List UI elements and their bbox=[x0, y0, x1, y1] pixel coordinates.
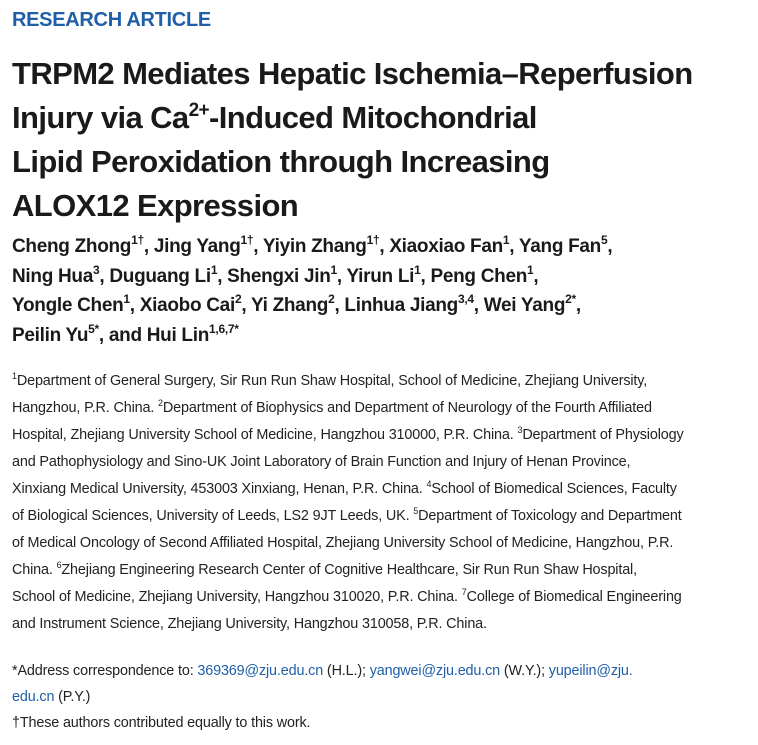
affiliation-line bbox=[12, 395, 748, 422]
title-line-1: TRPM2 Mediates Hepatic Ischemia–Reperfusion bbox=[12, 56, 693, 91]
correspondence-line bbox=[12, 658, 748, 684]
affiliation-text: School of Medicine, Zhejiang University, Hangzhou 310020, P.R. China. bbox=[12, 589, 458, 605]
author-affiliation-marker: 1 bbox=[123, 292, 130, 306]
affiliation-text: Xinxiang Medical University, 453003 Xinxiang, Henan, P.R. China. bbox=[12, 481, 423, 497]
title-text-ca: Injury via Ca bbox=[12, 100, 189, 135]
affiliation-line bbox=[12, 557, 748, 584]
title-line-3: Lipid Peroxidation through Increasing bbox=[12, 144, 550, 179]
affiliation-number: 1 bbox=[12, 371, 17, 381]
author-name: Yiyin Zhang bbox=[262, 236, 367, 257]
correspondence-initials: (W.Y.); bbox=[500, 663, 549, 679]
title-line-4: ALOX12 Expression bbox=[12, 188, 299, 223]
affiliation-line bbox=[12, 530, 748, 557]
author-affiliation-marker: 1 bbox=[502, 233, 510, 247]
affiliation-number: 4 bbox=[426, 479, 432, 489]
author-affiliation-marker: 1,6,7* bbox=[209, 321, 239, 336]
author-affiliation-marker: 1† bbox=[240, 233, 254, 247]
affiliation-number: 2 bbox=[158, 398, 163, 408]
affiliation-text: Department of Biophysics and Department of Neurology of the Fourth Affiliated bbox=[162, 400, 652, 416]
article-header bbox=[12, 6, 748, 736]
author-name: Ning Hua bbox=[12, 265, 93, 287]
email-link-wy[interactable]: yangwei@zju.edu.cn bbox=[369, 663, 501, 679]
affiliation-text: Department of Toxicology and Department bbox=[418, 508, 682, 524]
author-affiliation-marker: 1 bbox=[527, 262, 534, 277]
correspondence-initials: (P.Y.) bbox=[54, 689, 91, 705]
author-name: Xiaoxiao Fan bbox=[389, 236, 503, 257]
affiliation-text: of Biological Sciences, University of Leeds, LS2 9JT Leeds, UK. bbox=[12, 508, 410, 524]
affiliation-line bbox=[12, 422, 748, 449]
affiliation-line bbox=[12, 611, 748, 638]
author-name: Yi Zhang bbox=[250, 295, 329, 316]
affiliation-text: Hospital, Zhejiang University School of Medicine, Hangzhou 310000, P.R. China. bbox=[12, 427, 514, 443]
author-name: Jing Yang bbox=[153, 236, 241, 257]
correspondence-prefix: *Address correspondence to: bbox=[12, 663, 198, 679]
email-link-hl[interactable]: 369369@zju.edu.cn bbox=[197, 663, 324, 679]
author-name: Duguang Li bbox=[109, 265, 211, 287]
affiliation-line bbox=[12, 449, 748, 476]
author-affiliation-marker: 1 bbox=[330, 262, 337, 277]
author-name: Linhua Jiang bbox=[344, 295, 458, 316]
author-name: Yang Fan bbox=[518, 236, 601, 257]
author-affiliation-marker: 1† bbox=[366, 233, 380, 247]
affiliation-line bbox=[12, 368, 748, 395]
affiliation-text: Zhejiang Engineering Research Center of Cognitive Healthcare, Sir Run Run Shaw Hospital, bbox=[61, 562, 637, 578]
affiliation-text: and Pathophysiology and Sino-UK Joint Laboratory of Brain Function and Injury of Henan Province, bbox=[12, 454, 631, 470]
affiliation-text: College of Biomedical Engineering bbox=[466, 589, 682, 605]
affiliations bbox=[12, 368, 748, 638]
footnotes bbox=[12, 658, 748, 736]
author-name: Xiaobo Cai bbox=[139, 295, 235, 316]
author-affiliation-marker: 1 bbox=[414, 262, 421, 277]
author-affiliation-marker: 3 bbox=[93, 262, 100, 277]
affiliation-number: 6 bbox=[56, 560, 62, 570]
affiliation-number: 3 bbox=[517, 425, 523, 435]
author-name: Wei Yang bbox=[483, 295, 566, 316]
author-name: Cheng Zhong bbox=[12, 236, 132, 257]
correspondence-line bbox=[12, 684, 748, 710]
author-affiliation-marker: 2 bbox=[234, 292, 242, 306]
affiliation-text: Department of Physiology bbox=[522, 427, 684, 443]
affiliation-text: Hangzhou, P.R. China. bbox=[12, 400, 155, 416]
affiliation-text: and Instrument Science, Zhejiang University, Hangzhou 310058, P.R. China. bbox=[12, 616, 487, 632]
affiliation-number: 7 bbox=[461, 587, 467, 597]
author-list bbox=[12, 232, 748, 350]
affiliation-line bbox=[12, 503, 748, 530]
author-line: Cheng Zhong$^{1\dagger}$, Jing Yang$^{1\dagger}$, Yiyin Zhang$^{1\dagger}$, Xiaoxiao Fan$^1$, Yang Fan$^5$, bbox=[12, 233, 613, 257]
correspondence-initials: (H.L.); bbox=[323, 663, 370, 679]
author-name: Peng Chen bbox=[430, 265, 528, 287]
equal-contribution-note: †These authors contributed equally to this work. bbox=[12, 715, 311, 731]
author-affiliation-marker: 5* bbox=[88, 321, 99, 336]
email-link-py[interactable]: yupeilin@zju. bbox=[548, 663, 633, 679]
title-text-induced: -Induced Mitochondrial bbox=[209, 100, 537, 135]
author-name: Yirun Li bbox=[346, 265, 415, 287]
author-affiliation-marker: 1† bbox=[131, 233, 144, 247]
author-name: Peilin Yu bbox=[12, 324, 89, 346]
affiliation-text: School of Biomedical Sciences, Faculty bbox=[431, 481, 677, 497]
author-name: Yongle Chen bbox=[12, 295, 124, 316]
author-conjunction: and bbox=[108, 324, 142, 346]
author-line: Ning Hua$^3$, Duguang Li$^1$, Shengxi Jin$^1$, Yirun Li$^1$, Peng Chen$^1$, bbox=[12, 262, 539, 287]
author-affiliation-marker: 1 bbox=[210, 262, 218, 277]
author-line: Yongle Chen$^1$, Xiaobo Cai$^2$, Yi Zhang$^2$, Linhua Jiang$^{3,4}$, Wei Yang$^{2*}$, bbox=[12, 292, 581, 316]
author-affiliation-marker: 5 bbox=[600, 233, 608, 247]
author-affiliation-marker: 2* bbox=[565, 292, 576, 306]
affiliation-text: Department of General Surgery, Sir Run Run Shaw Hospital, School of Medicine, Zhejiang University, bbox=[16, 373, 648, 389]
affiliation-line bbox=[12, 476, 748, 503]
article-title bbox=[12, 52, 748, 228]
author-line: Peilin $Yu^{5*}$, and Hui Lin$^{1,6,7*}$ bbox=[12, 321, 239, 346]
title-charge-superscript: 2+ bbox=[188, 100, 210, 121]
email-link-py-continued[interactable]: edu.cn bbox=[12, 689, 55, 705]
affiliation-text: of Medical Oncology of Second Affiliated Hospital, Zhejiang University School of Medicine, Hangzhou, P.R. bbox=[12, 535, 674, 551]
title-line-2 bbox=[12, 96, 748, 140]
affiliation-number: 5 bbox=[413, 506, 419, 516]
author-affiliation-marker: 2 bbox=[328, 292, 335, 306]
author-name: Shengxi Jin bbox=[227, 265, 331, 287]
affiliation-line bbox=[12, 584, 748, 611]
author-name: Hui Lin bbox=[146, 324, 210, 346]
affiliation-text: China. bbox=[12, 562, 53, 578]
author-affiliation-marker: 3,4 bbox=[457, 292, 474, 306]
section-label: RESEARCH ARTICLE bbox=[12, 9, 211, 31]
